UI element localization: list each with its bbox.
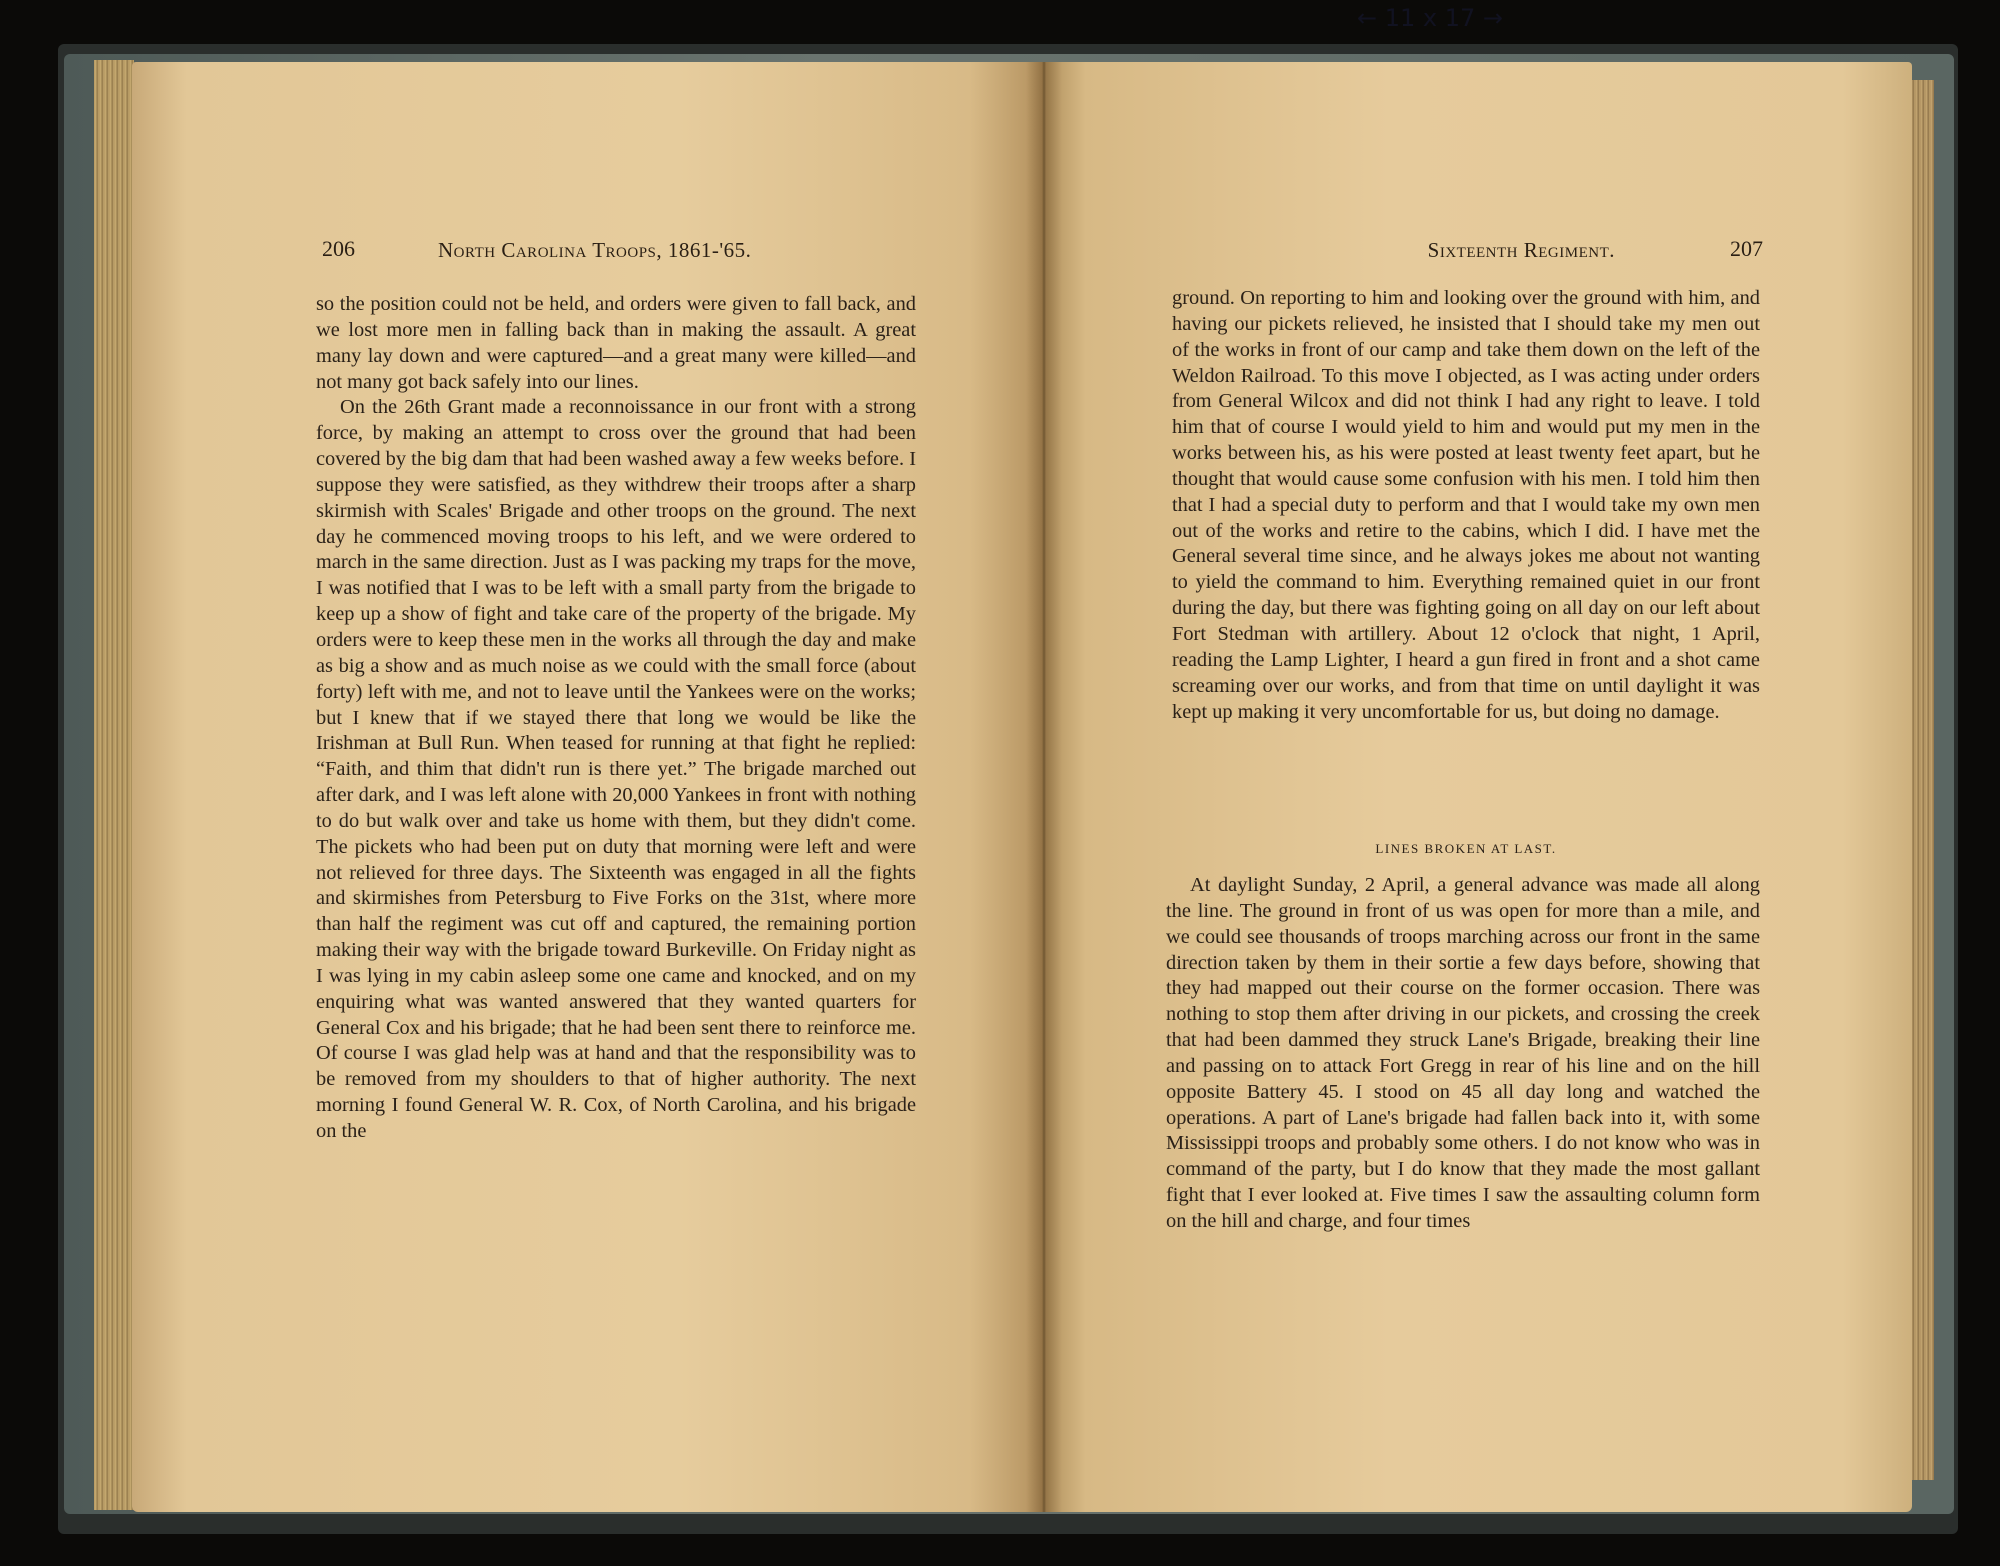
page-edges-left (94, 60, 134, 1510)
right-page-number: 207 (1730, 236, 1763, 261)
right-paragraph-2: At daylight Sunday, 2 April, a general advance was made all along the line. The ground in front of us was open for more than a mile, and we could see thousands of troops marching across our front in the same direction taken by them in their sortie a few days before, showing that they had mapped out their course on the former occasion. There was nothing to stop them after driving in our pickets, and crossing the creek that had been dammed they struck Lane's Brigade, breaking their line and passing on to attack Fort Gregg in rear of his line and on the hill opposite Battery 45. I stood on 45 all day long and watched the operations. A part of Lane's brigade had fallen back into it, with some Mississippi troops and probably some others. I do not know who was in command of the party, but I do know that they made the most gallant fight that I ever looked at. Five times I saw the assaulting column form on the hill and charge, and four times (1166, 874, 1760, 1232)
left-running-head: North Carolina Troops, 1861-'65. (438, 238, 752, 262)
right-running-head: Sixteenth Regiment. (1427, 238, 1615, 262)
right-page (1042, 62, 1912, 1512)
page-edges-right (1910, 80, 1934, 1480)
left-page-number: 206 (322, 236, 355, 261)
right-paragraph-1: ground. On reporting to him and looking over the ground with him, and having our pickets relieved, he insisted that I should take my men out of the works in front of our camp and take them down on the left of the Weldon Railroad. To this move I objected, as I was acting under orders from General Wilcox and did not think I had any right to leave. I told him that of course I would yield to him and would put my men in the works between his, as his were posted at least twenty feet apart, but he thought that would cause some confusion with his men. I told him then that I had a special duty to perform and that I would take my own men out of the works and retire to the cabins, which I did. I have met the General several time since, and he always jokes me about not wanting to yield the command to him. Everything remained quiet in our front during the day, but there was fighting going on all day on our left about Fort Stedman with artillery. About 12 o'clock that night, 1 April, reading the Lamp Lighter, I heard a gun fired in front and a shot came screaming over our works, and from that time on until daylight it was kept up making it very uncomfortable for us, but doing no damage. (1172, 287, 1760, 723)
section-heading: LINES BROKEN AT LAST. (1375, 841, 1557, 856)
right-page-body-top (1172, 286, 1760, 725)
left-page-body (316, 292, 916, 1145)
scan-size-label: ← 11 x 17 → (1356, 4, 1503, 32)
left-paragraph-2: On the 26th Grant made a reconnoissance in our front with a strong force, by making an attempt to cross over the ground that had been covered by the big dam that had been washed away a few weeks before. I suppose they were satisfied, as they withdrew their troops after a sharp skirmish with Scales' Brigade and other troops on the ground. The next day he commenced moving troops to his left, and we were ordered to march in the same direction. Just as I was packing my traps for the move, I was notified that I was to be left with a small party from the brigade to keep up a show of fight and take care of the property of the brigade. My orders were to keep these men in the works all through the day and make as big a show and as much noise as we could with the small force (about forty) left with me, and not to leave until the Yankees were on the works; but I knew that if we stayed there that long we would be like the Irishman at Bull Run. When teased for running at that fight he replied: “Faith, and thim that didn't run is there yet.” The brigade marched out after dark, and I was left alone with 20,000 Yankees in front with nothing to do but walk over and take us home with them, but they didn't come. The pickets who had been put on duty that morning were left and were not relieved for three days. The Sixteenth was engaged in all the fights and skirmishes from Petersburg to Five Forks on the 31st, where more than half the regiment was cut off and captured, the remaining portion making their way with the brigade toward Burkeville. On Friday night as I was lying in my cabin asleep some one came and knocked, and on my enquiring what was wanted answered that they wanted quarters for General Cox and his brigade; that he had been sent there to reinforce me. Of course I was glad help was at hand and that the responsibility was to be removed from my shoulders to that of higher authority. The next morning I found General W. R. Cox, of North Carolina, and his brigade on the (316, 396, 916, 1142)
left-paragraph-1: so the position could not be held, and orders were given to fall back, and we lost more men in falling back than in making the assault. A great many lay down and were captured—and a great many were killed—and not many got back safely into our lines. (316, 293, 916, 393)
right-page-body-bottom (1166, 873, 1760, 1235)
book-gutter (1026, 62, 1062, 1512)
